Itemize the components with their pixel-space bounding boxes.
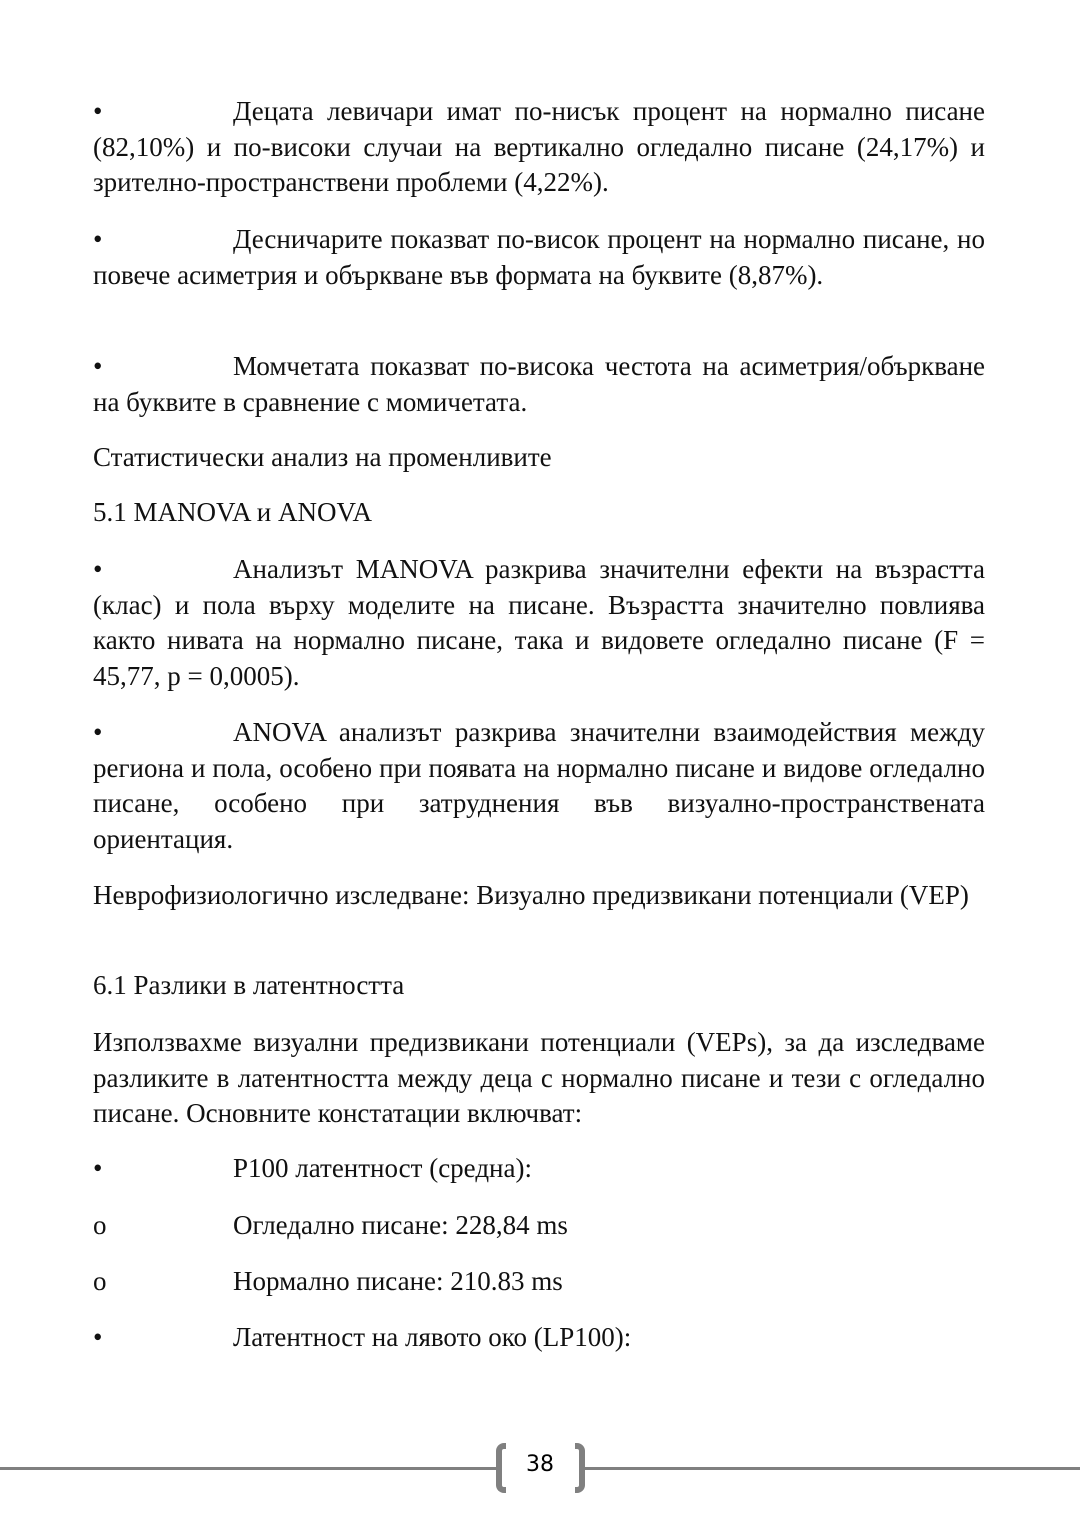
- bullet-paragraph: [93, 349, 985, 420]
- list-text: Латентност на лявото око (LP100):: [233, 1322, 632, 1352]
- list-text: Нормално писане: 210.83 ms: [233, 1266, 563, 1296]
- list-marker: •: [93, 1322, 103, 1352]
- left-bracket: [496, 1443, 506, 1493]
- bullet-marker: •: [93, 554, 103, 584]
- page-number: 38: [526, 1452, 554, 1477]
- footer-divider: [0, 1467, 496, 1470]
- paragraph: Използвахме визуални предизвикани потенциали (VEPs), за да изследваме разликите в латентността между деца с нормално писане и тези с огледално писане. Основните констатации включват:: [93, 1027, 985, 1128]
- bullet-marker: •: [93, 96, 103, 126]
- subsection-heading: 6.1 Разлики в латентността: [93, 970, 405, 1000]
- list-marker: o: [93, 1210, 107, 1240]
- paragraph-text: Анализът MANOVA разкрива значителни ефекти на възрастта (клас) и пола върху моделите на писане. Възрастта значително повлиява както нивата на нормално писане, така и видовете огледално писане (F = 45,77, p = 0,0005).: [93, 554, 985, 691]
- section-heading: Неврофизиологично изследване: Визуално предизвикани потенциали (VEP): [93, 880, 969, 910]
- bullet-paragraph: [93, 552, 985, 694]
- paragraph-text: Децата левичари имат по-нисък процент на нормално писане (82,10%) и по-високи случаи на вертикално огледално писане (24,17%) и зрително-пространствени проблеми (4,22%).: [93, 96, 985, 197]
- bullet-paragraph: [93, 715, 985, 857]
- list-text: Огледално писане: 228,84 ms: [233, 1210, 568, 1240]
- section-heading: Статистически анализ на променливите: [93, 442, 552, 472]
- bullet-marker: •: [93, 717, 103, 747]
- list-text: P100 латентност (средна):: [233, 1153, 532, 1183]
- bullet-paragraph: [93, 222, 985, 293]
- footer-divider: [585, 1467, 1080, 1470]
- right-bracket: [575, 1443, 585, 1493]
- list-marker: •: [93, 1153, 103, 1183]
- bullet-marker: •: [93, 351, 103, 381]
- list-marker: o: [93, 1266, 107, 1296]
- bullet-marker: •: [93, 224, 103, 254]
- subsection-heading: 5.1 MANOVA и ANOVA: [93, 497, 372, 527]
- paragraph-text: Десничарите показват по-висок процент на нормално писане, но повече асиметрия и объркване във формата на буквите (8,87%).: [93, 224, 985, 290]
- paragraph-text: Момчетата показват по-висока честота на асиметрия/объркване на буквите в сравнение с момичетата.: [93, 351, 985, 417]
- bullet-paragraph: [93, 94, 985, 201]
- paragraph-text: ANOVA анализът разкрива значителни взаимодействия между региона и пола, особено при появата на нормално писане и видове огледално писане, особено при затруднения във визуално-пространствената ориентация.: [93, 717, 985, 854]
